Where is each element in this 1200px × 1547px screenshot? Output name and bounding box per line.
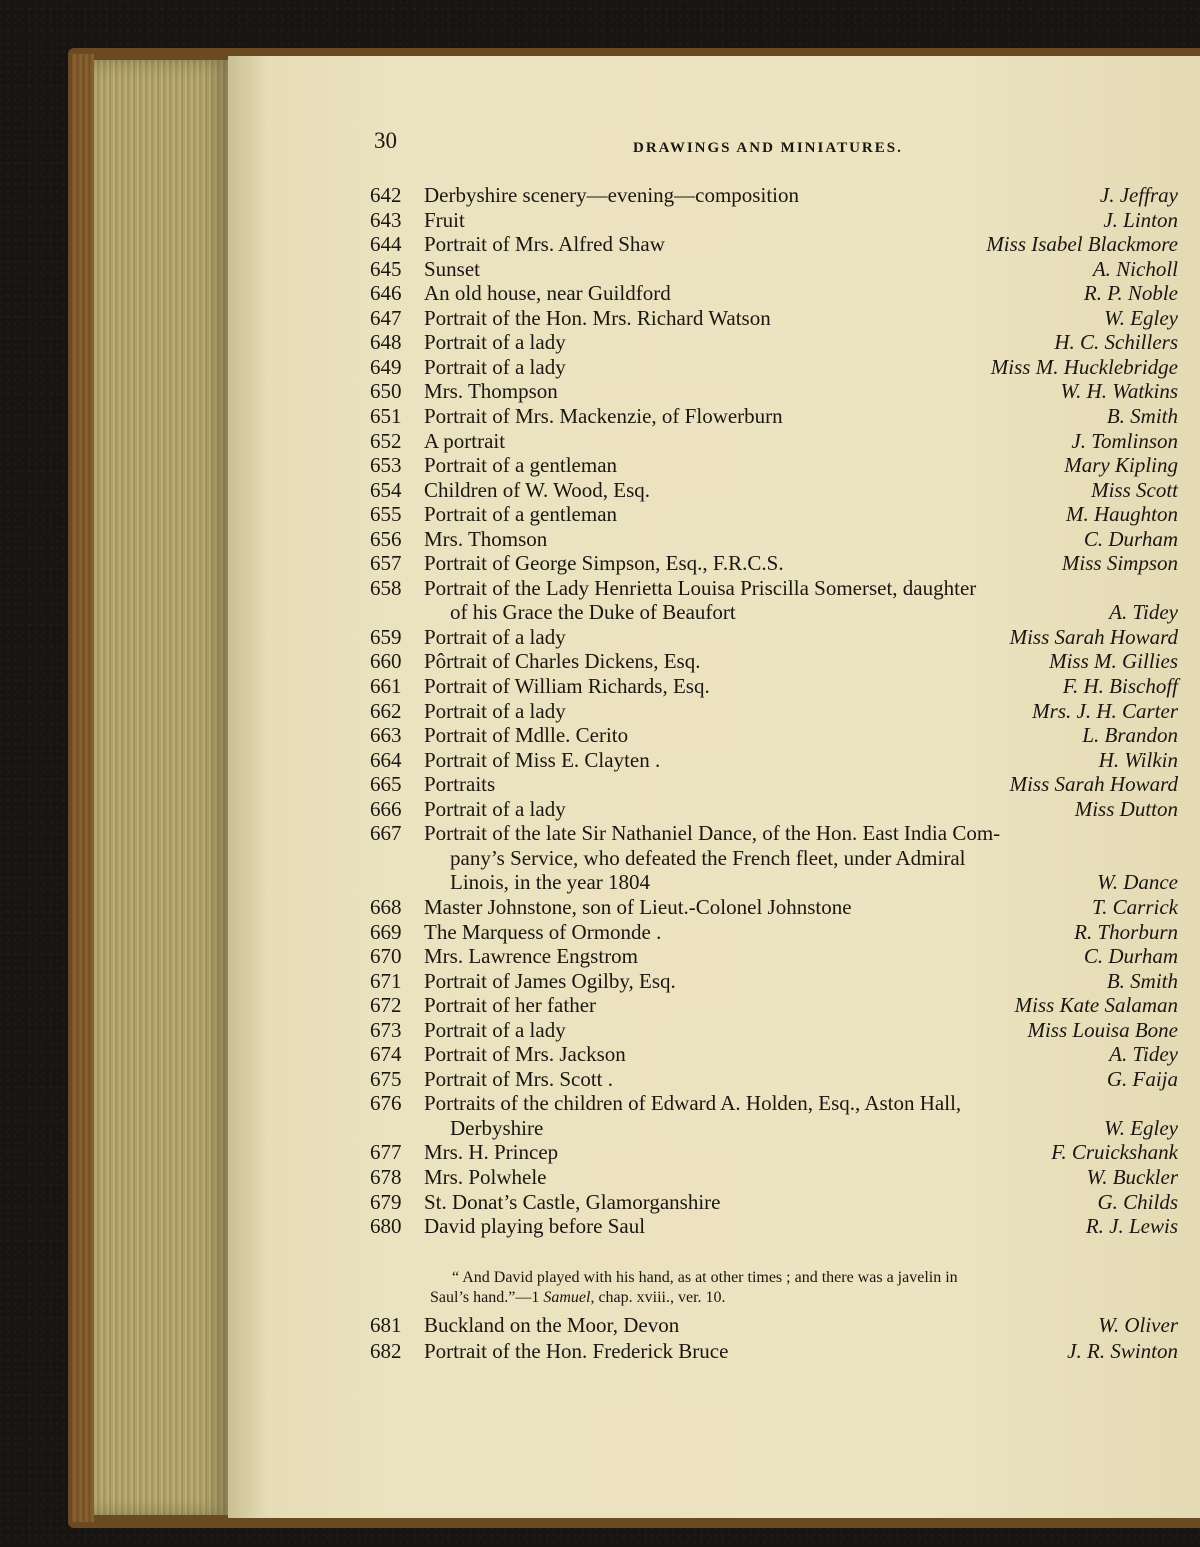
leader-dots: [370, 207, 1178, 233]
entry-title: David playing before Saul: [424, 1214, 646, 1239]
entry-line: [370, 673, 1178, 699]
entry-number: 645: [370, 256, 402, 281]
leader-dots: [370, 943, 1178, 969]
entry-artist: L. Brandon: [1082, 723, 1178, 748]
entry-number: 671: [370, 968, 402, 993]
leader-dots: [370, 501, 1178, 527]
entry-artist: Miss Simpson: [1061, 551, 1178, 576]
entry-line: [370, 698, 1178, 724]
leader-dots: [370, 1017, 1178, 1043]
entry-artist: W. Buckler: [1086, 1165, 1178, 1189]
entry-continuation: of his Grace the Duke of Beaufort: [450, 600, 736, 625]
leader-dots: [370, 698, 1178, 724]
entry-artist: G. Faija: [1106, 1066, 1178, 1091]
entry-artist: B. Smith: [1106, 403, 1178, 428]
entry-artist: Miss Kate Salaman: [1014, 993, 1178, 1018]
entry-line: [370, 231, 1178, 257]
leader-dots: [370, 452, 1178, 478]
entry-line: [370, 354, 1178, 380]
entry-line: [370, 575, 1178, 601]
entry-title: Portrait of the late Sir Nathaniel Dance, of the Hon. East India Com-: [424, 821, 1001, 846]
entry-line: [370, 452, 1178, 478]
entry-line: [370, 722, 1178, 748]
entry-artist: F. Cruickshank: [1051, 1140, 1178, 1165]
entry-artist: R. J. Lewis: [1085, 1214, 1178, 1239]
leader-dots: [370, 648, 1178, 674]
entry-line: [370, 747, 1178, 773]
entry-line: [370, 280, 1178, 306]
entry-artist: J. Linton: [1103, 207, 1178, 232]
entry-number: 682: [370, 1339, 402, 1363]
entry-line: [370, 1164, 1178, 1190]
leader-dots: [370, 1189, 1178, 1215]
entry-number: 680: [370, 1214, 402, 1239]
entry-artist: W. H. Watkins: [1060, 379, 1178, 404]
entry-title: Mrs. Polwhele: [424, 1165, 547, 1189]
leader-dots: [370, 526, 1178, 552]
entry-continuation-line: [370, 599, 1178, 625]
entry-line: [370, 207, 1178, 233]
entry-number: 655: [370, 502, 402, 527]
entry-artist: Miss Sarah Howard: [1009, 624, 1178, 649]
entry-artist: J. R. Swinton: [1067, 1339, 1178, 1363]
entry-number: 660: [370, 649, 402, 674]
entry-continuation-line: [370, 1115, 1178, 1141]
entry-title: Portrait of George Simpson, Esq., F.R.C.S.: [424, 551, 784, 576]
leader-dots: [370, 256, 1178, 282]
entry-number: 650: [370, 379, 402, 404]
leader-dots: [370, 477, 1178, 503]
entry-line: [370, 624, 1178, 650]
entry-title: Portraits: [424, 772, 496, 797]
entry-number: 653: [370, 453, 402, 478]
entry-artist: A. Tidey: [1109, 1042, 1178, 1067]
entry-title: Children of W. Wood, Esq.: [424, 477, 651, 502]
entry-number: 670: [370, 944, 402, 969]
quote-line-2c: , chap. xviii., ver. 10.: [590, 1289, 726, 1306]
entry-number: 642: [370, 183, 402, 207]
entry-artist: J. Tomlinson: [1071, 428, 1178, 453]
leader-dots: [370, 747, 1178, 773]
entry-number: 669: [370, 919, 402, 944]
entry-artist: M. Haughton: [1066, 502, 1178, 527]
entry-title: Sunset: [424, 256, 481, 281]
leader-dots: [370, 231, 1178, 257]
entry-title: Fruit: [424, 207, 465, 232]
entry-line: [370, 378, 1178, 404]
entry-line: [370, 1066, 1178, 1092]
entry-artist: Miss Louisa Bone: [1027, 1017, 1178, 1042]
entry-number: 663: [370, 723, 402, 748]
entry-artist: H. C. Schillers: [1054, 330, 1178, 355]
entry-title: Derbyshire scenery—evening—composition: [424, 183, 799, 207]
entry-number: 644: [370, 232, 402, 257]
leader-dots: [370, 1164, 1178, 1190]
entry-artist: A. Tidey: [1109, 600, 1178, 625]
leader-dots: [370, 771, 1178, 797]
entry-title: St. Donat’s Castle, Glamorganshire: [424, 1189, 721, 1214]
entry-title: Mrs. Thompson: [424, 379, 558, 404]
entry-number: 659: [370, 624, 402, 649]
entry-title: Portrait of William Richards, Esq.: [424, 674, 710, 698]
entry-line: [370, 1041, 1178, 1067]
entry-line: [370, 648, 1178, 674]
entry-line: [370, 1090, 1178, 1116]
leader-dots: [370, 722, 1178, 748]
entry-title: Portraits of the children of Edward A. Holden, Esq., Aston Hall,: [424, 1091, 962, 1116]
entry-title: Portrait of a gentleman: [424, 453, 618, 478]
entry-title: Portrait of a lady: [424, 796, 566, 821]
entry-title: Portrait of Mrs. Scott .: [424, 1066, 613, 1091]
entry-number: 652: [370, 428, 402, 453]
entry-title: Pôrtrait of Charles Dickens, Esq.: [424, 649, 701, 674]
entry-line: [370, 771, 1178, 797]
entry-number: 666: [370, 796, 402, 821]
entry-continuation: Derbyshire: [450, 1115, 544, 1140]
entry-line: [370, 1213, 1178, 1239]
entry-line: [370, 820, 1178, 846]
leader-dots: [370, 305, 1178, 331]
entry-line: [370, 1017, 1178, 1043]
entry-artist: H. Wilkin: [1098, 747, 1178, 772]
leader-dots: [370, 280, 1178, 306]
entry-number: 649: [370, 354, 402, 379]
entry-number: 661: [370, 674, 402, 698]
entry-number: 672: [370, 993, 402, 1018]
page-number: 30: [374, 128, 397, 153]
leader-dots: [370, 182, 1178, 208]
entry-number: 681: [370, 1313, 402, 1337]
entry-line: [370, 1338, 1178, 1364]
leader-dots: [370, 992, 1178, 1018]
entry-artist: Mrs. J. H. Carter: [1032, 698, 1178, 723]
entry-number: 662: [370, 698, 402, 723]
entry-number: 677: [370, 1140, 402, 1165]
entry-number: 646: [370, 281, 402, 306]
entry-artist: W. Egley: [1104, 305, 1178, 330]
entry-title: Portrait of the Hon. Frederick Bruce: [424, 1339, 729, 1363]
leader-dots: [370, 1213, 1178, 1239]
leader-dots: [370, 403, 1178, 429]
entry-number: 654: [370, 477, 402, 502]
entry-line: [370, 992, 1178, 1018]
entry-line: [370, 796, 1178, 822]
entry-title: Portrait of James Ogilby, Esq.: [424, 968, 676, 993]
leader-dots: [370, 550, 1178, 576]
entry-artist: T. Carrick: [1092, 894, 1178, 919]
entry-artist: Miss Dutton: [1074, 796, 1178, 821]
entry-title: Portrait of the Lady Henrietta Louisa Priscilla Somerset, daughter: [424, 575, 977, 600]
entry-title: Portrait of Miss E. Clayten .: [424, 747, 661, 772]
running-head: DRAWINGS AND MINIATURES.: [633, 140, 903, 156]
entry-line: [370, 919, 1178, 945]
entry-artist: Miss M. Hucklebridge: [990, 354, 1178, 379]
entry-title: Portrait of Mrs. Alfred Shaw: [424, 232, 665, 257]
entry-title: Portrait of a lady: [424, 330, 566, 355]
entry-title: Mrs. Lawrence Engstrom: [424, 944, 639, 969]
leader-dots: [370, 894, 1178, 920]
entry-number: 664: [370, 747, 402, 772]
leader-dots: [370, 329, 1178, 355]
entry-title: The Marquess of Ormonde .: [424, 919, 662, 944]
entry-line: [370, 550, 1178, 576]
entry-artist: Mary Kipling: [1064, 453, 1178, 478]
entry-continuation-line: [370, 869, 1178, 895]
entry-line: [370, 477, 1178, 503]
entry-number: 676: [370, 1091, 402, 1116]
entry-artist: R. Thorburn: [1074, 919, 1178, 944]
entry-title: Portrait of a lady: [424, 698, 566, 723]
entry-title: Mrs. H. Princep: [424, 1140, 559, 1165]
entry-title: Portrait of a gentleman: [424, 502, 618, 527]
entry-title: Portrait of the Hon. Mrs. Richard Watson: [424, 305, 771, 330]
leader-dots: [370, 1139, 1178, 1165]
entry-line: [370, 1312, 1178, 1338]
entry-line: [370, 1189, 1178, 1215]
leader-dots: [370, 968, 1178, 994]
entry-number: 648: [370, 330, 402, 355]
leader-dots: [370, 624, 1178, 650]
entry-number: 668: [370, 894, 402, 919]
entry-title: Portrait of Mrs. Mackenzie, of Flowerburn: [424, 403, 783, 428]
entry-title: Portrait of a lady: [424, 1017, 566, 1042]
entry-number: 647: [370, 305, 402, 330]
entry-number: 674: [370, 1042, 402, 1067]
entry-line: [370, 501, 1178, 527]
quote-line-1: “ And David played with his hand, as at other times ; and there was a javelin in: [452, 1269, 958, 1286]
entry-artist: B. Smith: [1106, 968, 1178, 993]
entry-artist: Miss Sarah Howard: [1009, 772, 1178, 797]
entry-line: [370, 968, 1178, 994]
entry-number: 658: [370, 575, 402, 600]
entry-line: [370, 428, 1178, 454]
entry-number: 665: [370, 772, 402, 797]
entry-title: Portrait of Mdlle. Cerito: [424, 723, 629, 748]
entry-title: A portrait: [424, 428, 506, 453]
leader-dots: [370, 428, 1178, 454]
entry-title: Portrait of Mrs. Jackson: [424, 1042, 626, 1067]
entry-number: 679: [370, 1189, 402, 1214]
leader-dots: [370, 796, 1178, 822]
quote-line-2a: Saul’s hand.”—1: [430, 1289, 544, 1306]
entry-title: Portrait of a lady: [424, 624, 566, 649]
entry-line: [370, 943, 1178, 969]
entry-artist: A. Nicholl: [1092, 256, 1178, 281]
entry-artist: Miss Scott: [1091, 477, 1178, 502]
leader-dots: [370, 354, 1178, 380]
entry-title: Portrait of a lady: [424, 354, 566, 379]
leader-dots: [370, 378, 1178, 404]
entry-continuation-line: [370, 845, 1178, 871]
entry-number: 673: [370, 1017, 402, 1042]
entry-artist: Miss M. Gillies: [1049, 649, 1178, 674]
entry-artist: Miss Isabel Blackmore: [986, 232, 1178, 257]
entry-number: 651: [370, 403, 402, 428]
entry-title: An old house, near Guildford: [424, 281, 671, 306]
entry-number: 675: [370, 1066, 402, 1091]
entry-title: Mrs. Thomson: [424, 526, 548, 551]
entry-number: 656: [370, 526, 402, 551]
entry-line: [370, 894, 1178, 920]
leader-dots: [370, 673, 1178, 699]
entry-artist: W. Dance: [1097, 870, 1178, 895]
entry-line: [370, 403, 1178, 429]
entry-artist: W. Oliver: [1098, 1313, 1178, 1337]
entry-continuation: pany’s Service, who defeated the French fleet, under Admiral: [450, 845, 966, 870]
quote-line-2: [430, 1288, 1170, 1308]
entry-artist: C. Durham: [1083, 944, 1178, 969]
entry-title: Master Johnstone, son of Lieut.-Colonel Johnstone: [424, 894, 852, 919]
leader-dots: [370, 919, 1178, 945]
entry-continuation: Linois, in the year 1804: [450, 870, 651, 895]
entry-line: [370, 182, 1178, 208]
leader-dots: [370, 1041, 1178, 1067]
entry-title: Buckland on the Moor, Devon: [424, 1313, 680, 1337]
entry-artist: G. Childs: [1097, 1189, 1178, 1214]
entry-number: 657: [370, 551, 402, 576]
entry-line: [370, 329, 1178, 355]
entry-title: Portrait of her father: [424, 993, 597, 1018]
quote-line-2b: Samuel: [543, 1289, 591, 1306]
scripture-quote: [430, 1268, 1170, 1308]
entry-number: 678: [370, 1165, 402, 1189]
entry-line: [370, 526, 1178, 552]
entry-line: [370, 256, 1178, 282]
leader-dots: [370, 1066, 1178, 1092]
entry-artist: J. Jeffray: [1099, 183, 1178, 207]
entry-artist: F. H. Bischoff: [1062, 674, 1178, 698]
entry-artist: W. Egley: [1104, 1115, 1178, 1140]
entry-number: 643: [370, 207, 402, 232]
entry-line: [370, 1139, 1178, 1165]
entry-line: [370, 305, 1178, 331]
entry-number: 667: [370, 821, 402, 846]
entry-artist: R. P. Noble: [1083, 281, 1178, 306]
entry-artist: C. Durham: [1083, 526, 1178, 551]
